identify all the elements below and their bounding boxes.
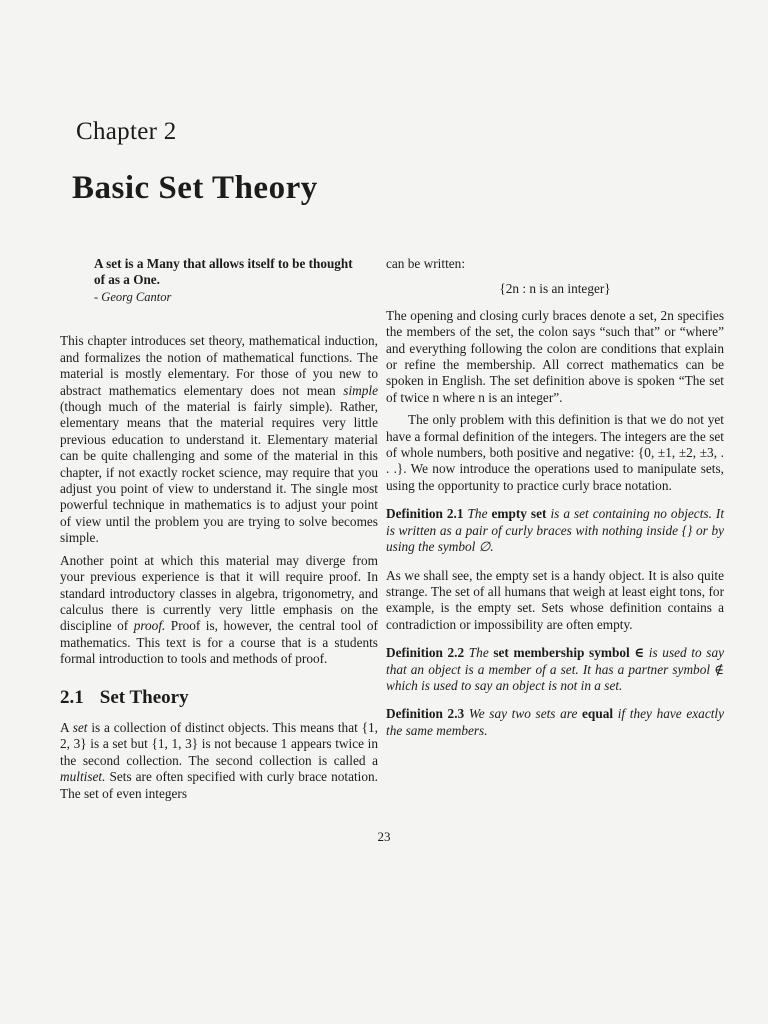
- definition-2-3: [386, 706, 724, 739]
- definition-head: Definition 2.3: [386, 706, 465, 722]
- definition-term: empty set: [491, 506, 547, 522]
- epigraph: [60, 256, 356, 305]
- text-span: The: [468, 645, 494, 661]
- continuation-text: can be written:: [386, 256, 466, 271]
- definition-head: Definition 2.1: [386, 506, 464, 522]
- text-span: is a set containing no objects. It is written as a pair of curly braces with nothing inside {} or by using the symbol ∅.: [386, 506, 725, 555]
- section-title: Set Theory: [99, 686, 189, 708]
- definition-2-1: [386, 506, 724, 555]
- emphasis: multiset.: [60, 769, 106, 785]
- definition-2-2: [386, 645, 724, 694]
- emphasis: simple: [343, 382, 378, 398]
- left-column: [60, 256, 378, 808]
- text-span: if they have exactly the same members.: [386, 706, 725, 738]
- section-paragraph-1: [60, 720, 378, 802]
- set-builder-equation: {2n : n is an integer}: [499, 281, 611, 297]
- chapter-label: Chapter 2: [76, 118, 177, 145]
- text-span: (though much of the material is fairly simple). Rather, elementary means that the material requires very little previous education to understand it. Elementary material can be quite challenging and some of the material in this chapter, if not exactly rocket science, may require that you adjust you point of view to understand it. The single most powerful technique in mathematics is to adjust your point of view until the problem you are trying to solve becomes simple.: [60, 399, 378, 546]
- text-span: The: [467, 506, 492, 522]
- text-span: This chapter introduces set theory, mathematical induction, and formalizes the notion of mathematical functions. The material is mostly elementary. For those of you new to abstract mathematics elementary does not mean: [60, 333, 378, 398]
- emphasis: proof.: [133, 618, 166, 634]
- text-span: is used to say that an object is a member of a set. It has a partner symbol ∉ which is used to say an object is not in a set.: [386, 645, 724, 693]
- intro-paragraph-1: [60, 333, 378, 546]
- text-span: Proof is, however, the central tool of mathematics. This text is for a course that is a students formal introduction to tools and methods of proof.: [60, 618, 378, 667]
- chapter-title: Basic Set Theory: [72, 170, 318, 206]
- definition-term: set membership symbol ∈: [493, 645, 645, 661]
- page-number: 23: [377, 829, 391, 844]
- section-heading: [60, 686, 378, 708]
- intro-paragraph-2: [60, 553, 378, 668]
- text-span: We say two sets are: [468, 706, 583, 722]
- definition-term: equal: [582, 706, 614, 722]
- text-span: is a collection of distinct objects. This means that {1, 2, 3} is a set but {1, 1, 3} is not because 1 appears twice in the second collection. The second collection is called a: [60, 719, 378, 768]
- right-paragraph-1: The opening and closing curly braces denote a set, 2n specifies the members of the set, the colon says “such that” or “where” and everything following the colon are conditions that explain or refine the membership. All correct mathematics can be spoken in English. The set definition above is spoken “The set of twice n where n is an integer”.: [386, 307, 724, 405]
- definition-head: Definition 2.2: [386, 645, 465, 661]
- emphasis: set: [72, 719, 88, 735]
- right-paragraph-2: The only problem with this definition is that we do not yet have a formal definition of the integers. The integers are the set of whole numbers, both positive and negative: {0, ±1, ±2, ±3, . . .}. We now introduce the operations used to manipulate sets, using the opportunity to practice curly brace notation.: [386, 412, 724, 493]
- epigraph-quote: A set is a Many that allows itself to be thought of as a One.: [94, 256, 353, 287]
- right-paragraph-3: As we shall see, the empty set is a handy object. It is also quite strange. The set of all humans that weigh at least eight tons, for example, is the empty set. Sets whose definition contains a contradiction or impossibility are often empty.: [386, 567, 724, 632]
- text-span: Sets are often specified with curly brace notation. The set of even integers: [60, 769, 378, 801]
- text-span: Another point at which this material may diverge from your previous experience is that it will require proof. In standard introductory classes in algebra, trigonometry, and calculus there is currently very little emphasis on the discipline of: [60, 552, 378, 634]
- right-column: [386, 256, 724, 751]
- section-number: 2.1: [60, 686, 84, 708]
- epigraph-author: - Georg Cantor: [94, 290, 172, 304]
- text-span: A: [60, 719, 73, 735]
